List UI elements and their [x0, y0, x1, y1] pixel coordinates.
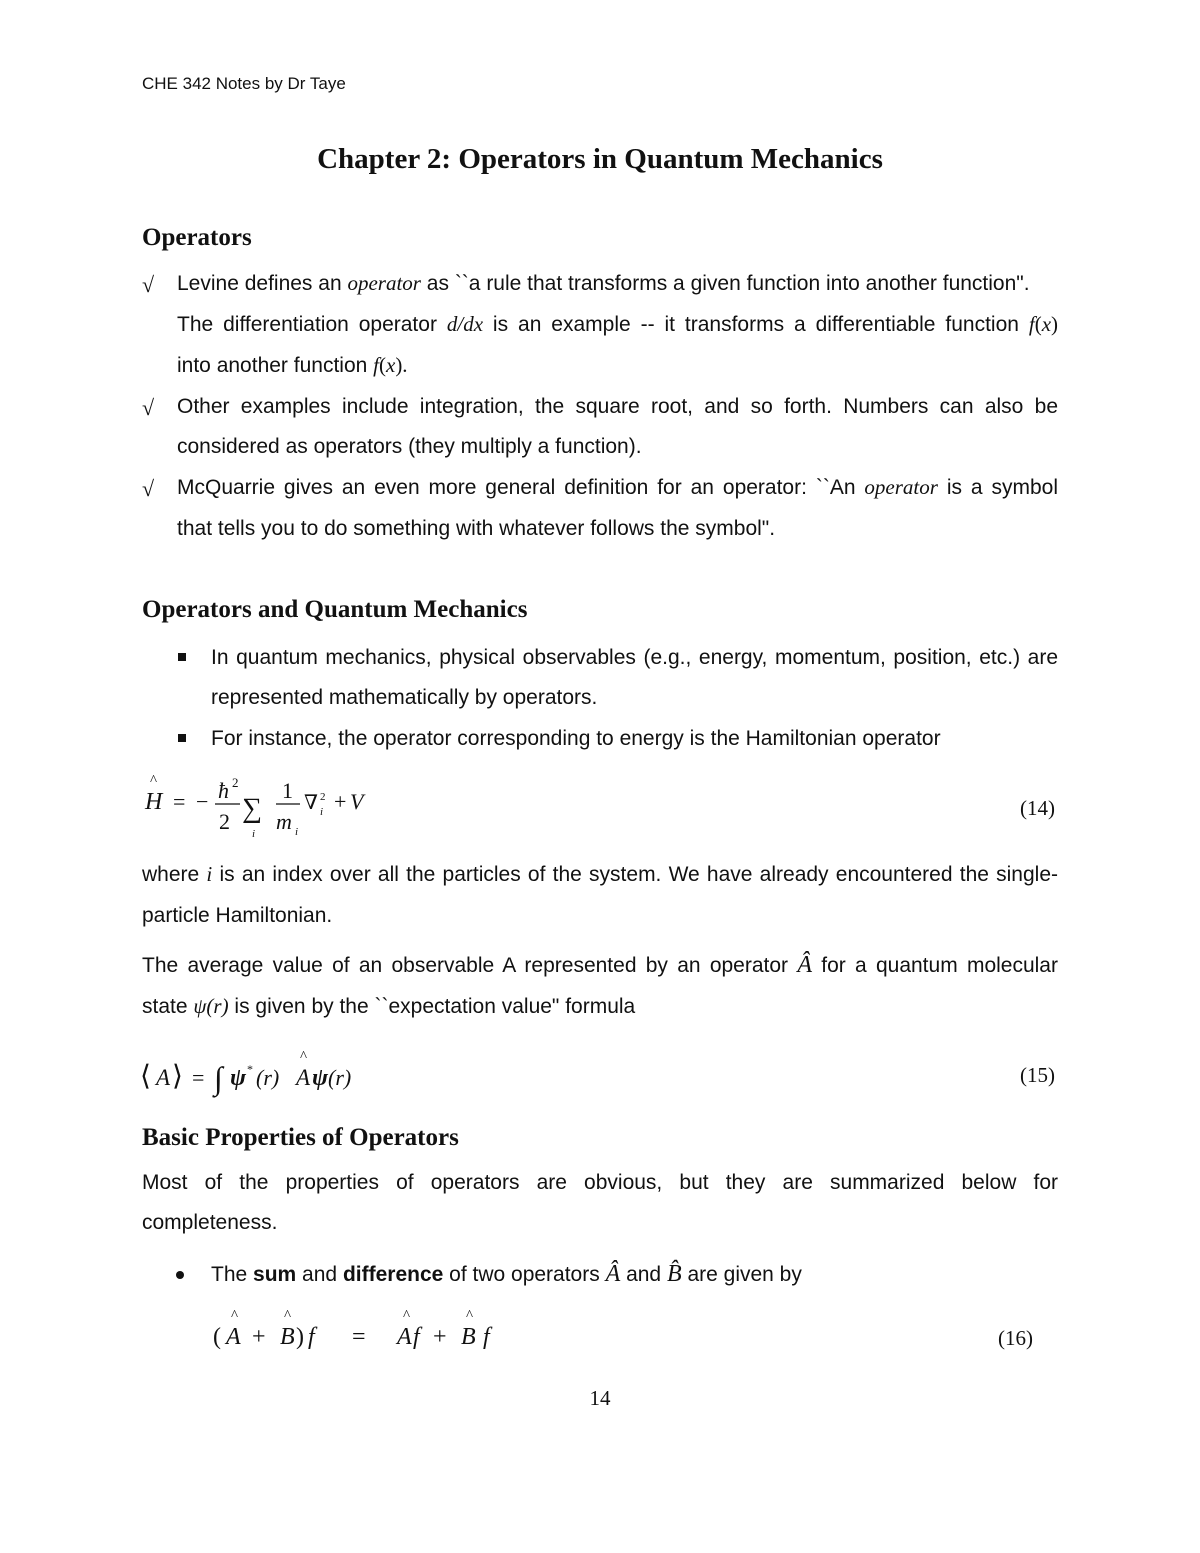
eq-symbol: A — [156, 1065, 171, 1090]
bullet-line: McQuarrie gives an even more general definition for an operator: ``An operator is a symbol — [177, 475, 1058, 499]
equation-number: (14) — [1020, 796, 1055, 820]
equation-16-sum — [208, 1302, 508, 1354]
equation-14-hamiltonian — [140, 765, 400, 841]
page-number: 14 — [589, 1386, 611, 1410]
paragraph-line: Most of the properties of operators are obvious, but they are summarized below for — [142, 1171, 1058, 1194]
eq-symbol: m — [276, 809, 292, 834]
section-heading-operators: Operators — [142, 224, 252, 251]
eq-symbol: (r) — [328, 1065, 352, 1090]
hat-symbol: ^ — [150, 773, 158, 789]
bullet-line: considered as operators (they multiply a function). — [177, 435, 642, 458]
equation-number: (15) — [1020, 1063, 1055, 1087]
chapter-title: Chapter 2: Operators in Quantum Mechanics — [317, 143, 883, 175]
eq-symbol: A — [226, 1324, 241, 1350]
bullet-line: The sum and difference of two operators Â and B̂ are given by — [211, 1261, 802, 1287]
eq-symbol: + — [433, 1324, 447, 1350]
square-bullet-icon — [178, 653, 186, 661]
bullet-line: represented mathematically by operators. — [211, 686, 598, 709]
equation-number: (16) — [998, 1326, 1033, 1350]
bullet-line: In quantum mechanics, physical observables (e.g., energy, momentum, position, etc.) are — [211, 646, 1058, 669]
eq-symbol: = — [173, 789, 186, 814]
round-bullet-icon — [176, 1271, 184, 1279]
eq-symbol: B — [280, 1324, 295, 1350]
eq-symbol: H — [145, 789, 163, 815]
eq-symbol: (r) — [256, 1065, 280, 1090]
bullet-line: that tells you to do something with whatever follows the symbol". — [177, 517, 776, 540]
eq-symbol: A — [296, 1065, 311, 1090]
eq-symbol: = — [352, 1324, 366, 1350]
eq-symbol: * — [247, 1062, 253, 1076]
eq-symbol: f — [308, 1324, 315, 1350]
eq-symbol: 2 — [320, 791, 326, 803]
eq-symbol: i — [295, 826, 299, 838]
eq-symbol: ⟩ — [172, 1061, 183, 1092]
bullet-line: into another function f(x). — [177, 353, 408, 377]
section-heading-properties: Basic Properties of Operators — [142, 1124, 459, 1151]
section-heading-qm: Operators and Quantum Mechanics — [142, 596, 528, 623]
check-bullet-icon: √ — [142, 395, 155, 420]
eq-symbol: f — [413, 1324, 420, 1350]
bullet-line: Levine defines an operator as ``a rule that transforms a given function into another function". — [177, 271, 1030, 295]
paragraph-line: The average value of an observable A represented by an operator Â for a quantum molecular — [142, 952, 1058, 978]
hat-symbol: ^ — [466, 1308, 474, 1324]
eq-symbol: i — [320, 806, 324, 818]
eq-symbol: 1 — [282, 778, 293, 803]
eq-symbol: ψ — [312, 1065, 329, 1091]
eq-symbol: ) — [296, 1324, 304, 1350]
check-bullet-icon: √ — [142, 476, 155, 501]
bullet-line: Other examples include integration, the square root, and so forth. Numbers can also be — [177, 395, 1058, 418]
eq-symbol: A — [397, 1324, 412, 1350]
bullet-line: For instance, the operator corresponding to energy is the Hamiltonian operator — [211, 727, 941, 750]
paragraph-line: particle Hamiltonian. — [142, 904, 333, 927]
eq-symbol: + — [252, 1324, 266, 1350]
eq-symbol: 2 — [232, 775, 239, 790]
sum-symbol: ∑ — [242, 793, 262, 824]
eq-symbol: B — [461, 1324, 476, 1350]
hat-symbol: ^ — [231, 1308, 239, 1324]
eq-symbol: ∇ — [304, 792, 318, 814]
hat-symbol: ^ — [300, 1049, 308, 1065]
eq-symbol: V — [350, 789, 364, 814]
equation-15-expectation — [138, 1045, 378, 1101]
eq-symbol: + — [334, 789, 347, 814]
eq-symbol: 2 — [219, 809, 230, 834]
hat-symbol: ^ — [284, 1308, 292, 1324]
bullet-line: The differentiation operator d/dx is an example -- it transforms a differentiable function f(x) — [177, 312, 1059, 336]
eq-symbol: f — [483, 1324, 490, 1350]
square-bullet-icon — [178, 734, 186, 742]
paragraph-line: completeness. — [142, 1211, 278, 1234]
eq-symbol: ħ — [218, 778, 229, 803]
integral-symbol: ∫ — [214, 1060, 223, 1096]
page-header: CHE 342 Notes by Dr Taye — [142, 74, 346, 93]
eq-symbol: ψ — [230, 1065, 247, 1091]
paragraph-line: where i is an index over all the particles of the system. We have already encountered the single- — [142, 862, 1059, 886]
eq-symbol: = — [192, 1065, 205, 1090]
eq-symbol: − — [196, 789, 209, 814]
check-bullet-icon: √ — [142, 272, 155, 297]
eq-symbol: i — [252, 828, 256, 840]
eq-symbol: ⟨ — [140, 1061, 151, 1092]
paragraph-line: state ψ(r) is given by the ``expectation value" formula — [142, 994, 636, 1018]
hat-symbol: ^ — [403, 1308, 411, 1324]
eq-symbol: ( — [213, 1324, 221, 1350]
